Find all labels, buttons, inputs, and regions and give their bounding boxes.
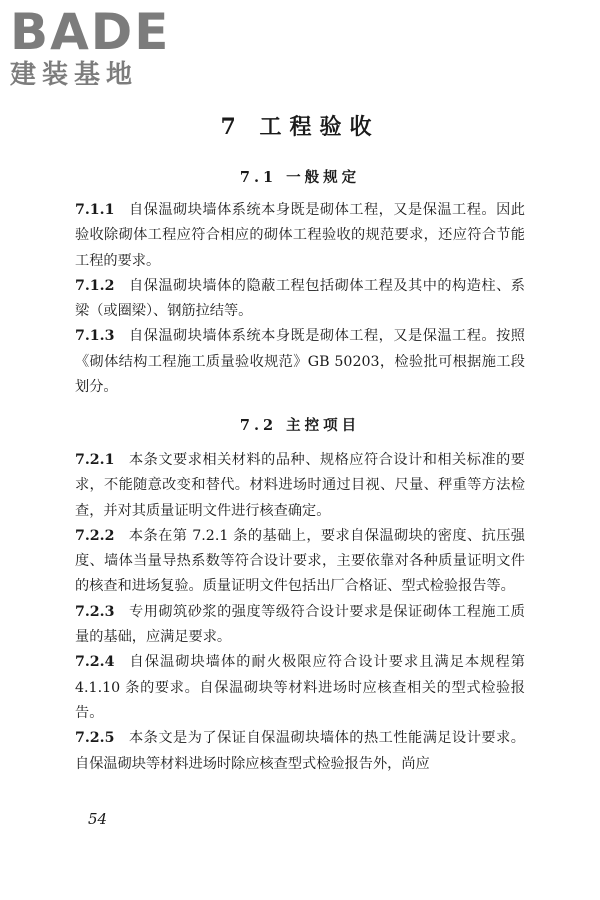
- logo: [10, 3, 171, 90]
- clause-text: 本条文是为了保证自保温砌块墙体的热工性能满足设计要求。自保温砌块等材料进场时除应核查型式检验报告外，尚应: [75, 730, 525, 772]
- chapter-title: 7 工程验收: [220, 114, 380, 140]
- logo-wordmark: BADE: [10, 3, 171, 61]
- clause-7-2-2: [75, 524, 525, 600]
- clause-7-1-1: [75, 198, 525, 274]
- clause-number: 7.2.5: [75, 730, 115, 747]
- section-7-2-title: 7.2 主控项目: [239, 417, 361, 434]
- section-7-1-title: 7.1 一般规定: [239, 169, 361, 186]
- section-7-1-body: [75, 198, 525, 400]
- clause-text: 专用砌筑砂浆的强度等级符合设计要求是保证砌体工程施工质量的基础，应满足要求。: [75, 603, 525, 646]
- clause-number: 7.2.2: [75, 527, 115, 544]
- clause-text: 自保温砌块墙体系统本身既是砌体工程，又是保温工程。按照《砌体结构工程施工质量验收规范》GB 50203，检验批可根据施工段划分。: [75, 328, 525, 396]
- clause-number: 7.1.3: [75, 328, 115, 345]
- clause-text: 本条文要求相关材料的品种、规格应符合设计和相关标准的要求，不能随意改变和替代。材料进场时通过目视、尺量、秤重等方法检查，并对其质量证明文件进行核查确定。: [75, 452, 525, 519]
- logo-subtitle: 建装基地: [10, 60, 139, 90]
- clause-number: 7.1.2: [75, 277, 115, 294]
- clause-7-2-5: [75, 726, 525, 777]
- clause-text: 本条在第 7.2.1 条的基础上，要求自保温砌块的密度、抗压强度、墙体当量导热系数等符合设计要求，主要依靠对各种质量证明文件的核查和进场复验。质量证明文件包括出厂合格证、型式检验报告等。: [75, 527, 525, 595]
- clause-number: 7.1.1: [75, 202, 115, 218]
- page-number: 54: [88, 810, 108, 828]
- clause-7-2-4: [75, 650, 525, 726]
- clause-number: 7.2.1: [75, 452, 115, 468]
- clause-7-2-3: [75, 600, 525, 651]
- clause-text: 自保温砌块墙体系统本身既是砌体工程，又是保温工程。因此验收除砌体工程应符合相应的砌体工程验收的规范要求，还应符合节能工程的要求。: [75, 202, 525, 269]
- clause-7-2-1: [75, 448, 525, 524]
- clause-number: 7.2.4: [75, 654, 115, 671]
- clause-text: 自保温砌块墙体的隐蔽工程包括砌体工程及其中的构造柱、系梁（或圈梁）、钢筋拉结等。: [75, 277, 525, 320]
- clause-7-1-2: [75, 274, 525, 325]
- section-7-2-body: [75, 448, 525, 777]
- clause-number: 7.2.3: [75, 603, 115, 620]
- clause-text: 自保温砌块墙体的耐火极限应符合设计要求且满足本规程第 4.1.10 条的要求。自保温砌块等材料进场时应核查相关的型式检验报告。: [75, 654, 525, 721]
- clause-7-1-3: [75, 324, 525, 400]
